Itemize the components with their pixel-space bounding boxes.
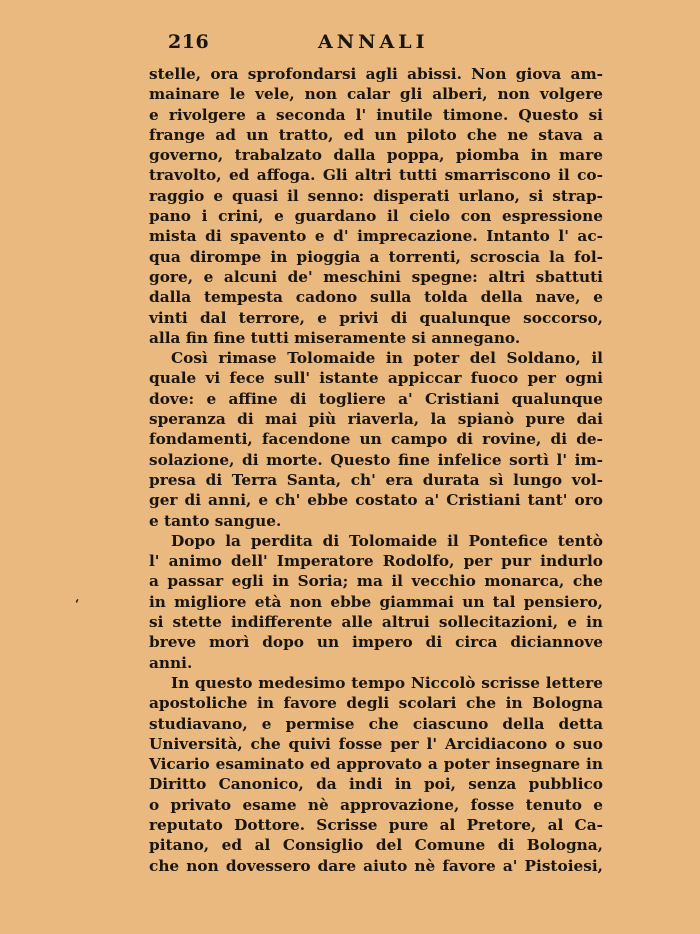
margin-mark: ‘ [75,597,80,611]
text-line: l' animo dell' Imperatore Rodolfo, per pur indurlo [149,552,603,571]
text-line: Università, che quivi fosse per l' Arcidiacono o suo [149,734,603,753]
text-line: reputato Dottore. Scrisse pure al Pretore, al Ca- [149,815,603,834]
text-line: frange ad un tratto, ed un piloto che ne stava a [149,125,603,144]
text-line: vinti dal terrore, e privi di qualunque soccorso, [149,308,603,327]
text-line: breve morì dopo un impero di circa diciannove [149,633,603,652]
text-line: si stette indifferente alle altrui sollecitazioni, e in [149,613,603,632]
text-line: solazione, di morte. Questo fine infelice sortì l' im- [149,450,603,469]
text-line: raggio e quasi il senno: disperati urlano, si strap- [149,186,603,205]
text-line: e tanto sangue. [149,511,282,530]
text-line: speranza di mai più riaverla, la spianò pure dai [149,410,603,429]
text-line: dove: e affine di togliere a' Cristiani qualunque [149,389,603,408]
text-line: ger di anni, e ch' ebbe costato a' Cristiani tant' oro [149,491,603,510]
text-line: e rivolgere a seconda l' inutile timone. Questo si [149,105,603,124]
text-line: che non dovessero dare aiuto nè favore a' Pistoiesi, [149,856,603,875]
text-line: Vicario esaminato ed approvato a poter insegnare in [149,755,603,774]
text-line: a passar egli in Soria; ma il vecchio monarca, che [149,572,603,591]
text-line: in migliore età non ebbe giammai un tal pensiero, [149,592,603,611]
text-line: dalla tempesta cadono sulla tolda della nave, e [149,288,603,307]
text-line: governo, trabalzato dalla poppa, piomba in mare [149,146,603,165]
text-line: pitano, ed al Consiglio del Comune di Bologna, [149,836,603,855]
text-line: stelle, ora sprofondarsi agli abissi. Non giova am- [149,65,603,83]
text-line: mainare le vele, non calar gli alberi, non volgere [149,85,603,104]
text-line: alla fin fine tutti miseramente si annegano. [149,328,521,347]
text-line: Diritto Canonico, da indi in poi, senza pubblico [149,775,603,794]
text-line: Dopo la perdita di Tolomaide il Pontefice tentò [171,531,603,550]
text-line: travolto, ed affoga. Gli altri tutti smarriscono il co- [149,166,603,185]
text-line: anni. [149,653,193,672]
text-line: studiavano, e permise che ciascuno della detta [149,714,603,733]
text-line: pano i crini, e guardano il cielo con espressione [149,207,603,226]
text-line: apostoliche in favore degli scolari che in Bologna [149,694,603,713]
body-text [149,64,603,876]
text-line: mista di spavento e d' imprecazione. Intanto l' ac- [149,227,603,246]
text-line: o privato esame nè approvazione, fosse tenuto e [149,795,603,814]
page-number: 216 [168,31,210,53]
text-line: fondamenti, facendone un campo di rovine, di de- [149,430,603,449]
running-title: ANNALI [318,31,429,53]
text-line: gore, e alcuni de' meschini spegne: altri sbattuti [149,267,603,286]
text-line: In questo medesimo tempo Niccolò scrisse lettere [171,673,603,692]
text-line: presa di Terra Santa, ch' era durata sì lungo vol- [149,470,603,489]
text-line: Così rimase Tolomaide in poter del Soldano, il [171,349,603,368]
text-line: quale vi fece sull' istante appiccar fuoco per ogni [149,369,603,388]
text-line: qua dirompe in pioggia a torrenti, scroscia la fol- [149,247,603,266]
